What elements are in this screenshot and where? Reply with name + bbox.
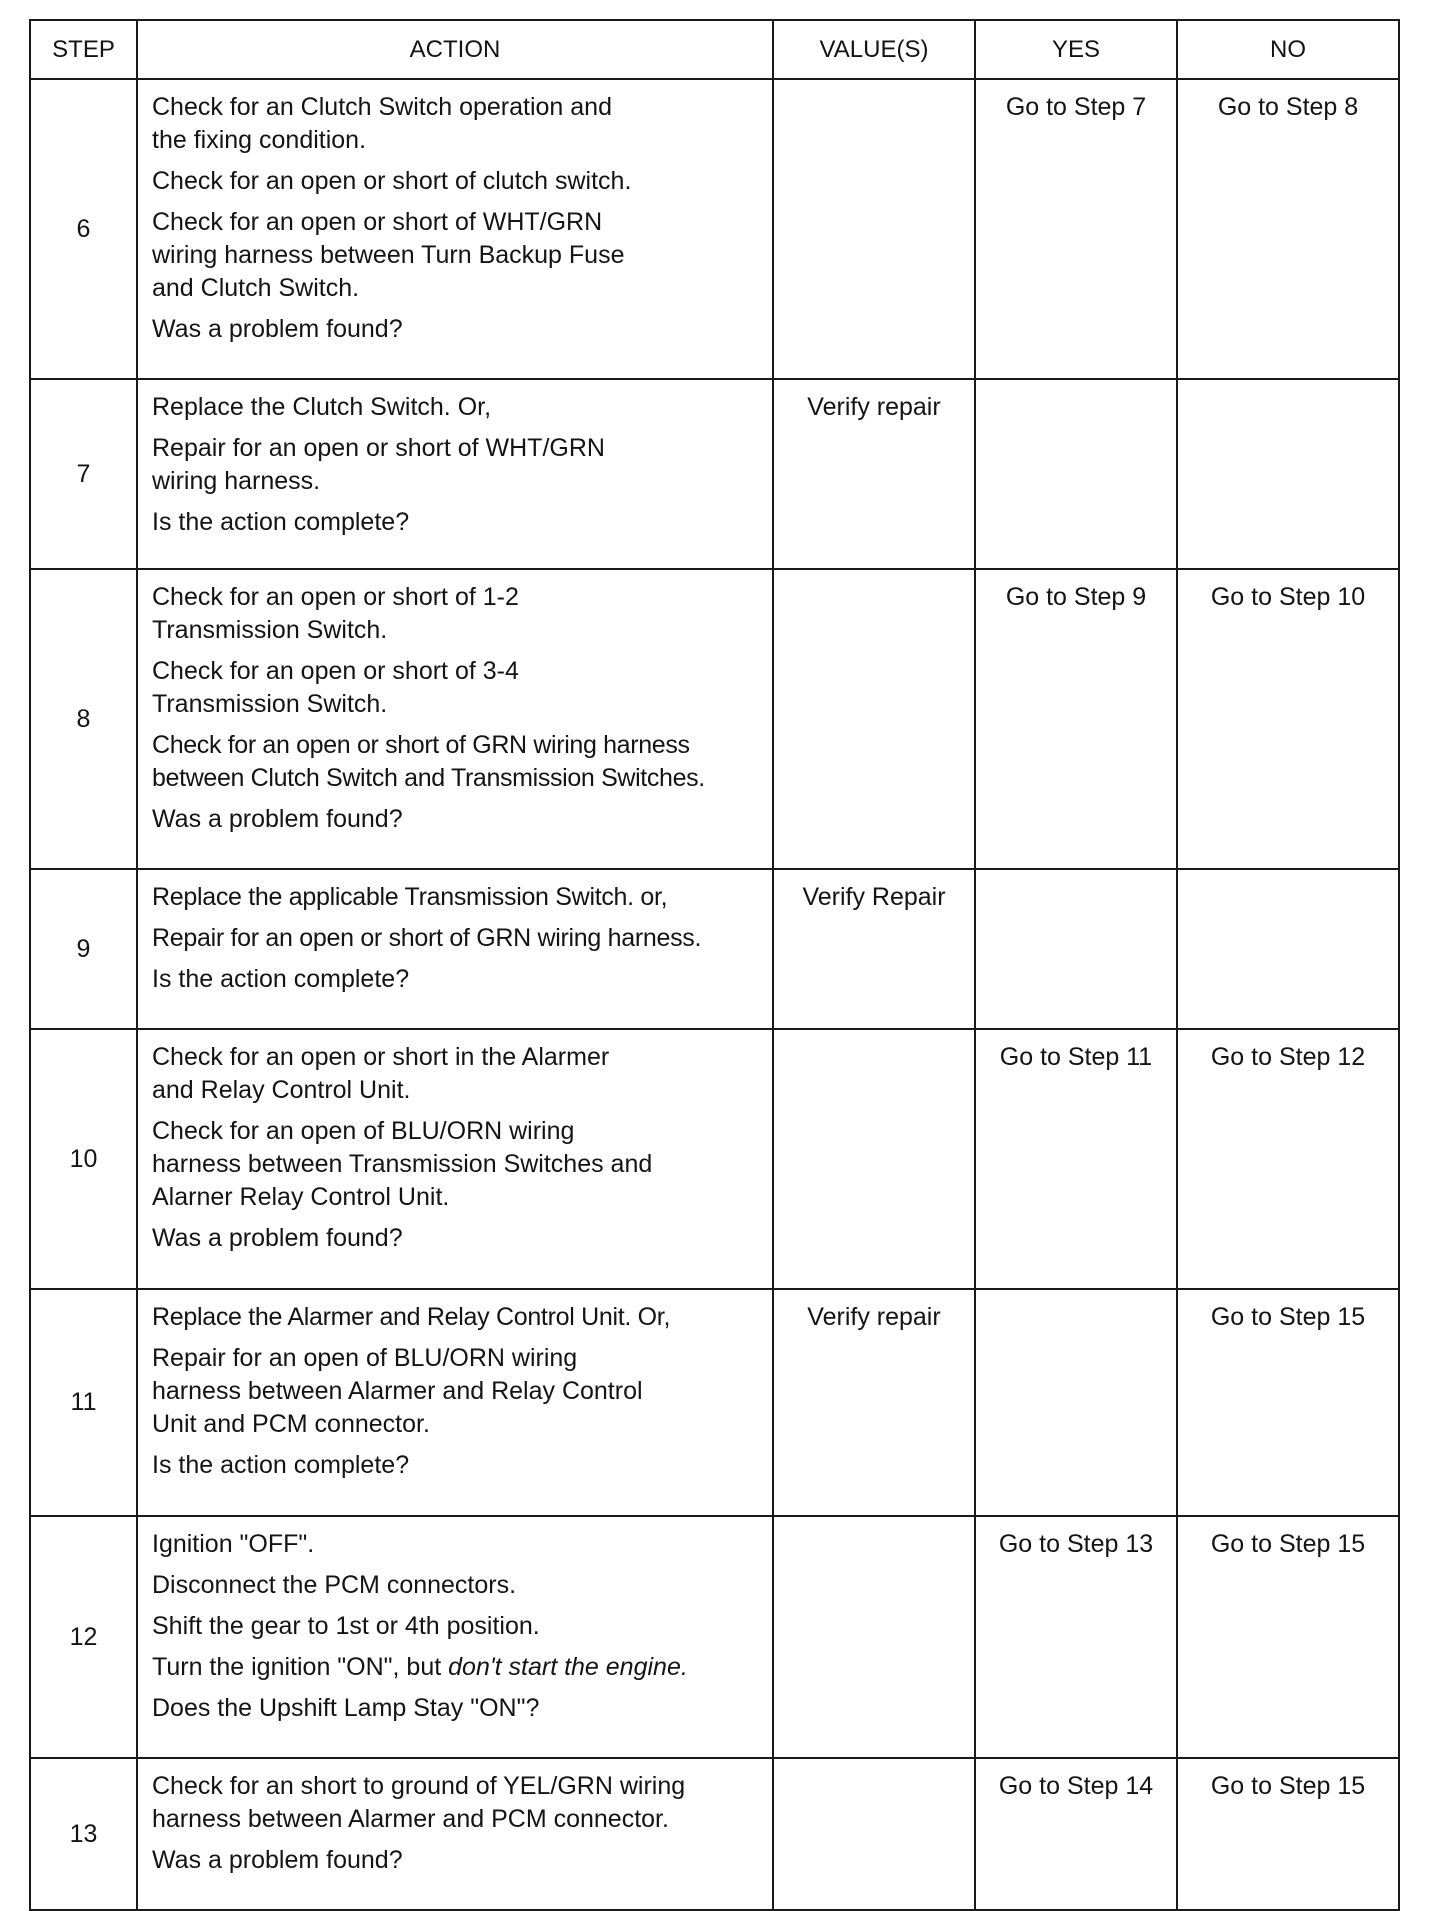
no-cell	[1177, 869, 1399, 1029]
value-cell	[773, 1029, 975, 1289]
action-line: Check for an Clutch Switch operation and the fixing condition.	[152, 93, 612, 154]
yes-cell: Go to Step 13	[975, 1516, 1177, 1758]
header-values: VALUE(S)	[773, 20, 975, 79]
action-line: Repair for an open or short of GRN wiring harness.	[152, 924, 702, 952]
action-line: Ignition "OFF".	[152, 1530, 315, 1558]
action-line: Was a problem found?	[152, 1846, 403, 1874]
action-line: Repair for an open of BLU/ORN wiring harness between Alarmer and Relay Control Unit and PCM connector.	[152, 1344, 643, 1438]
table-row	[30, 1758, 1399, 1910]
diagnostic-table	[29, 19, 1400, 1911]
table-row	[30, 1516, 1399, 1758]
table-row	[30, 1289, 1399, 1516]
action-cell	[137, 569, 773, 869]
step-number: 8	[30, 569, 137, 869]
table-row	[30, 869, 1399, 1029]
step-number: 12	[30, 1516, 137, 1758]
action-line: Was a problem found?	[152, 805, 403, 833]
action-cell	[137, 1516, 773, 1758]
step-number: 6	[30, 79, 137, 379]
action-emphasis: don't start the engine.	[448, 1653, 688, 1681]
yes-cell	[975, 1289, 1177, 1516]
no-cell: Go to Step 15	[1177, 1758, 1399, 1910]
action-line: Repair for an open or short of WHT/GRN wiring harness.	[152, 434, 605, 495]
step-number: 7	[30, 379, 137, 569]
yes-cell: Go to Step 9	[975, 569, 1177, 869]
action-line: Check for an short to ground of YEL/GRN wiring harness between Alarmer and PCM connector.	[152, 1772, 686, 1833]
value-cell	[773, 569, 975, 869]
table-row	[30, 569, 1399, 869]
action-line: Check for an open or short of clutch switch.	[152, 167, 632, 195]
action-line: Replace the Clutch Switch. Or,	[152, 393, 492, 421]
yes-cell: Go to Step 14	[975, 1758, 1177, 1910]
action-line: Check for an open or short of GRN wiring harness between Clutch Switch and Transmission Switches.	[152, 731, 705, 792]
action-cell	[137, 1758, 773, 1910]
action-line: Is the action complete?	[152, 508, 410, 536]
header-step: STEP	[30, 20, 137, 79]
action-line: Was a problem found?	[152, 315, 403, 343]
action-cell	[137, 379, 773, 569]
action-line: Is the action complete?	[152, 1451, 410, 1479]
action-line: Replace the applicable Transmission Switch. or,	[152, 883, 668, 911]
step-number: 13	[30, 1758, 137, 1910]
action-line: Is the action complete?	[152, 965, 410, 993]
header-no: NO	[1177, 20, 1399, 79]
action-line: Shift the gear to 1st or 4th position.	[152, 1612, 540, 1640]
action-line: Check for an open or short of WHT/GRN wiring harness between Turn Backup Fuse and Clutch Switch.	[152, 208, 625, 302]
header-row	[30, 20, 1399, 79]
action-cell	[137, 1289, 773, 1516]
action-line: Check for an open of BLU/ORN wiring harness between Transmission Switches and Alarner Relay Control Unit.	[152, 1117, 653, 1211]
table-row	[30, 79, 1399, 379]
value-cell	[773, 1516, 975, 1758]
step-number: 10	[30, 1029, 137, 1289]
action-line: Replace the Alarmer and Relay Control Unit. Or,	[152, 1303, 671, 1331]
action-cell	[137, 869, 773, 1029]
no-cell	[1177, 379, 1399, 569]
action-line: Disconnect the PCM connectors.	[152, 1571, 517, 1599]
value-cell: Verify repair	[773, 1289, 975, 1516]
action-line: Check for an open or short of 1-2 Transmission Switch.	[152, 583, 519, 644]
action-line: Check for an open or short of 3-4 Transmission Switch.	[152, 657, 519, 718]
step-number: 9	[30, 869, 137, 1029]
action-cell	[137, 1029, 773, 1289]
value-cell	[773, 1758, 975, 1910]
table-row	[30, 1029, 1399, 1289]
no-cell: Go to Step 12	[1177, 1029, 1399, 1289]
action-line: Was a problem found?	[152, 1224, 403, 1252]
yes-cell: Go to Step 7	[975, 79, 1177, 379]
value-cell: Verify Repair	[773, 869, 975, 1029]
header-action: ACTION	[137, 20, 773, 79]
yes-cell	[975, 869, 1177, 1029]
value-cell	[773, 79, 975, 379]
action-line: Does the Upshift Lamp Stay "ON"?	[152, 1694, 540, 1722]
no-cell: Go to Step 8	[1177, 79, 1399, 379]
action-cell	[137, 79, 773, 379]
action-line: Check for an open or short in the Alarmer and Relay Control Unit.	[152, 1043, 610, 1104]
yes-cell	[975, 379, 1177, 569]
yes-cell: Go to Step 11	[975, 1029, 1177, 1289]
value-cell: Verify repair	[773, 379, 975, 569]
action-line	[152, 1651, 760, 1684]
action-text: Turn the ignition "ON", but	[152, 1653, 449, 1681]
no-cell: Go to Step 15	[1177, 1516, 1399, 1758]
step-number: 11	[30, 1289, 137, 1516]
no-cell: Go to Step 15	[1177, 1289, 1399, 1516]
no-cell: Go to Step 10	[1177, 569, 1399, 869]
header-yes: YES	[975, 20, 1177, 79]
table-row	[30, 379, 1399, 569]
